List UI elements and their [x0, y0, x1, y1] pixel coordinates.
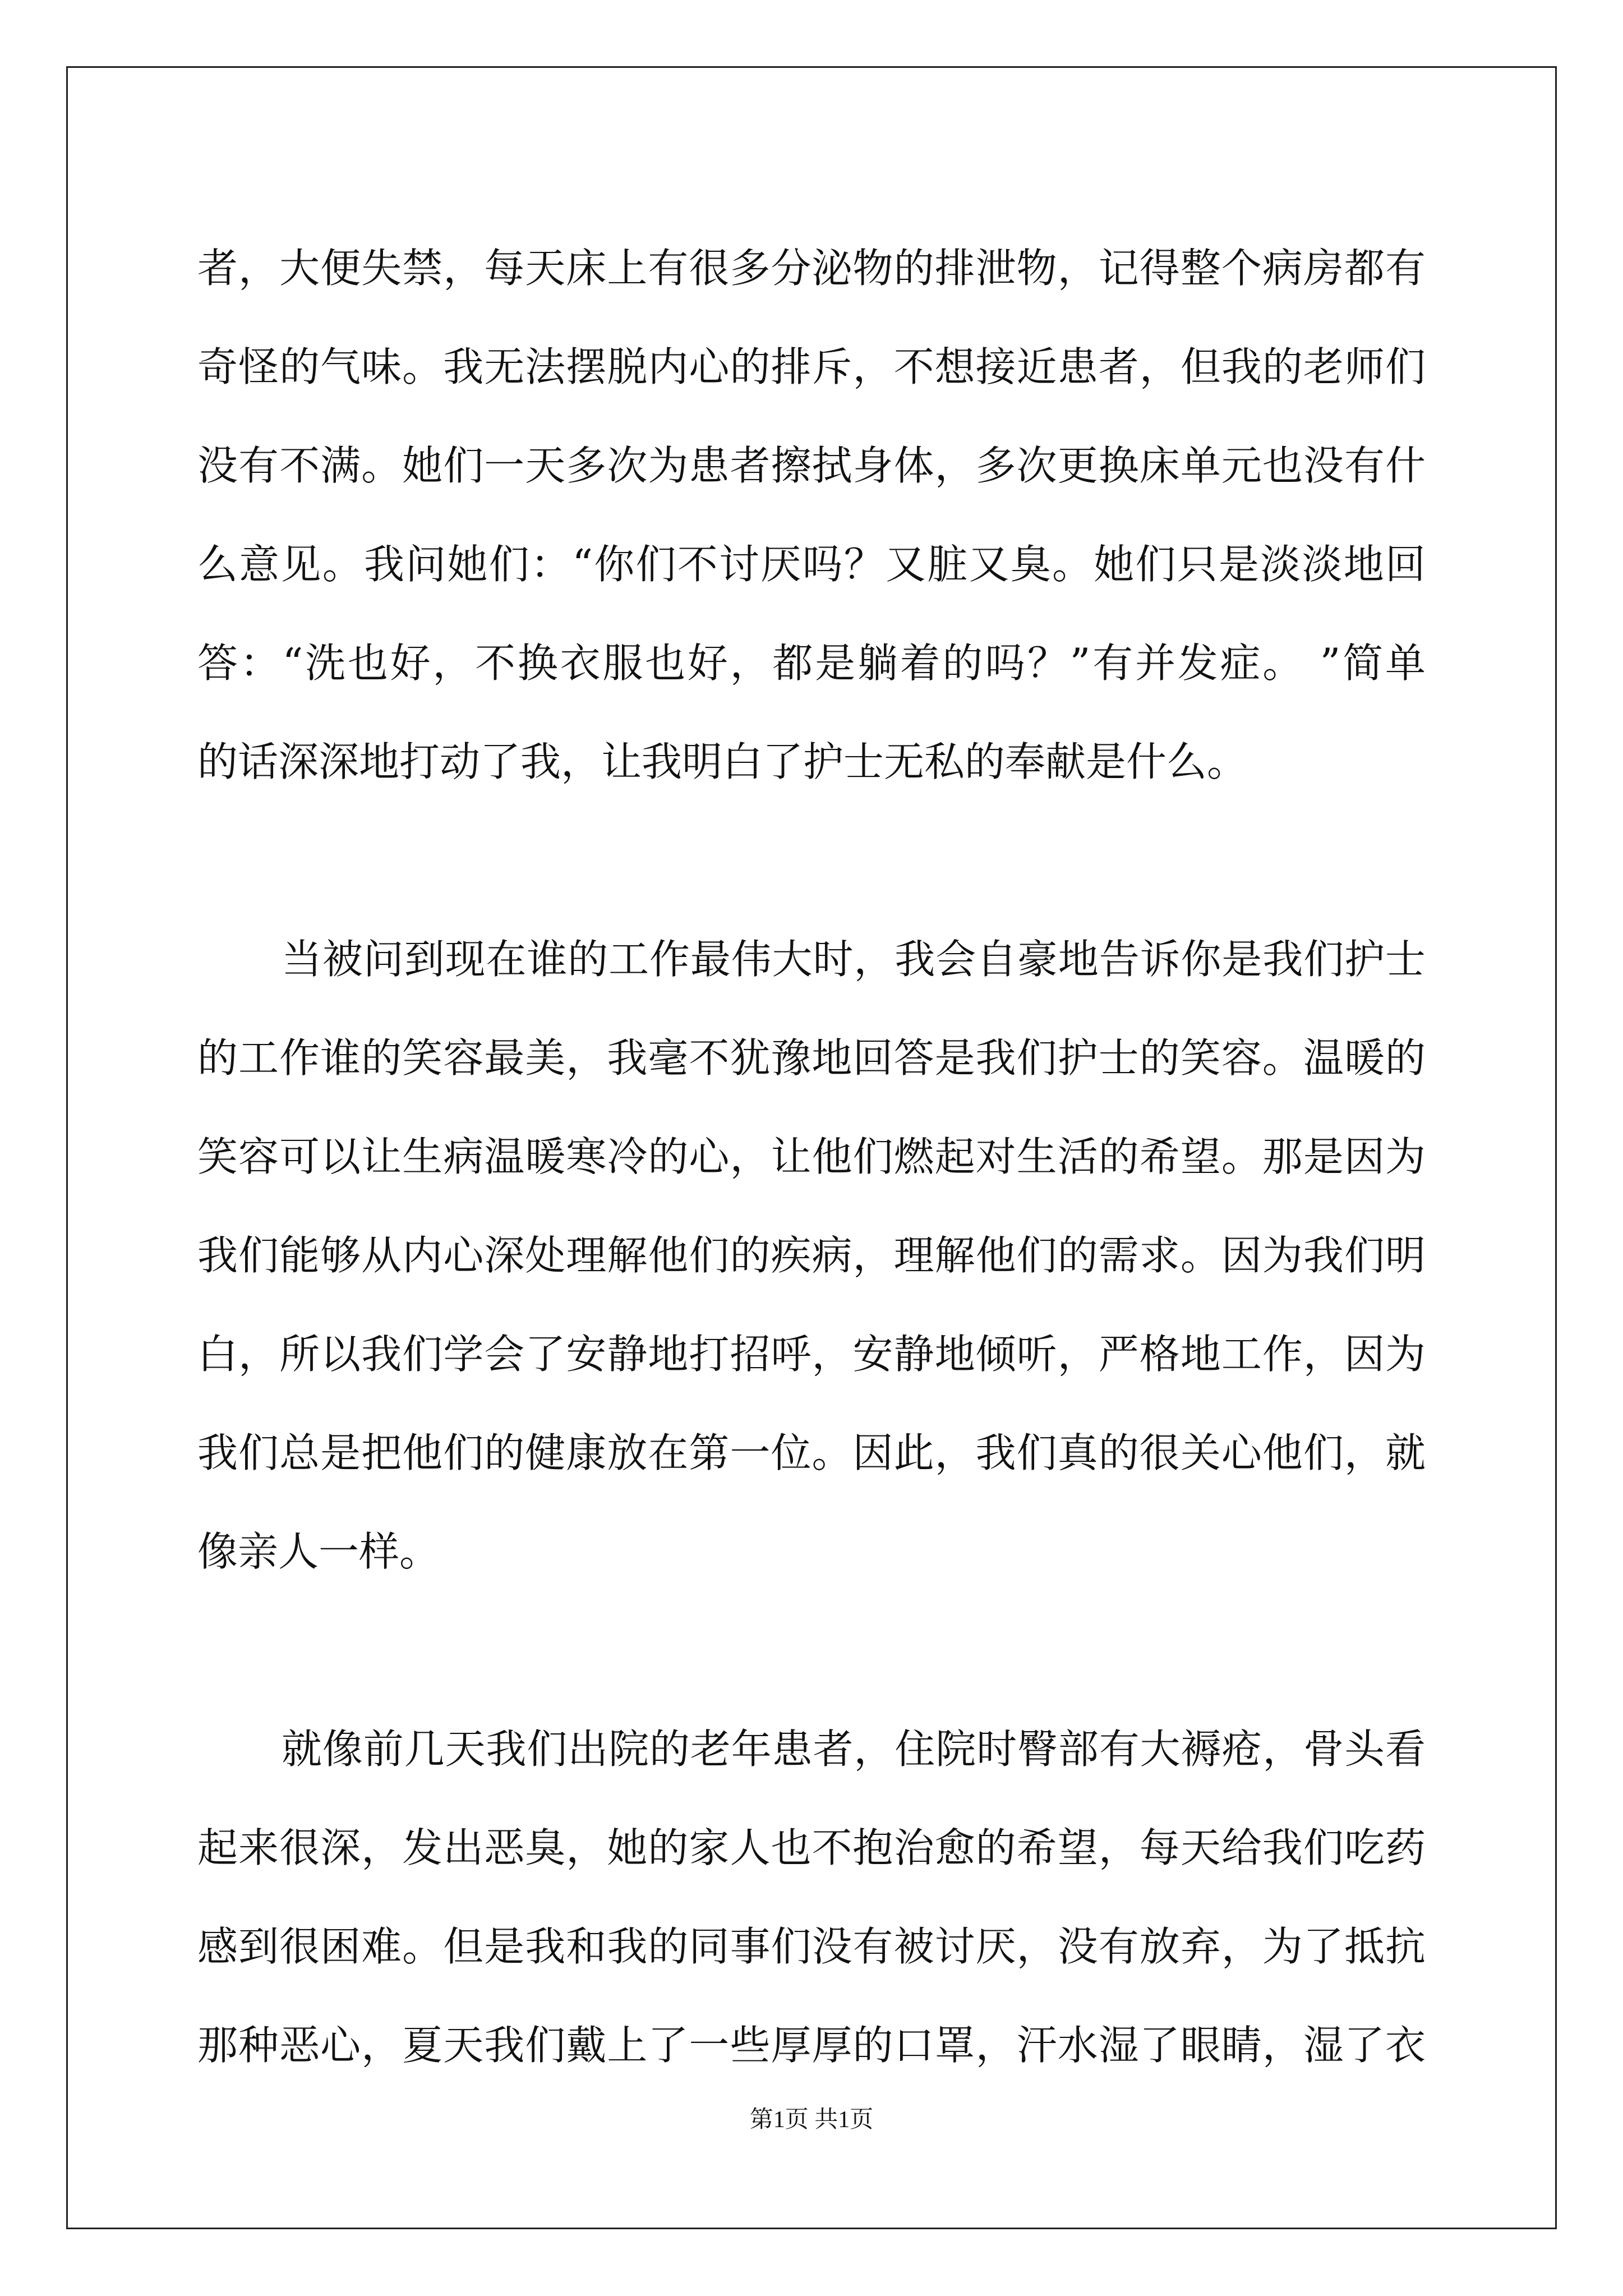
- text-line: 者，大便失禁，每天床上有很多分泌物的排泄物，记得整个病房都有: [197, 245, 1426, 292]
- text-line: 像亲人一样。: [197, 1528, 440, 1575]
- text-line: 就像前几天我们出院的老年患者，住院时臀部有大褥疮，骨头看: [282, 1726, 1426, 1773]
- text-line: 的工作谁的笑容最美，我毫不犹豫地回答是我们护士的笑容。温暖的: [197, 1034, 1426, 1082]
- text-line: 的话深深地打动了我，让我明白了护士无私的奉献是什么。: [197, 738, 1248, 785]
- text-line: 感到很困难。但是我和我的同事们没有被讨厌，没有放弃，为了抵抗: [197, 1923, 1426, 1970]
- text-line: 白，所以我们学会了安静地打招呼，安静地倾听，严格地工作，因为: [197, 1331, 1426, 1378]
- paragraph-gap: [197, 1601, 1426, 1700]
- text-line: 我们总是把他们的健康放在第一位。因此，我们真的很关心他们，就: [197, 1429, 1426, 1476]
- text-line: 当被问到现在谁的工作最伟大时，我会自豪地告诉你是我们护士: [282, 936, 1426, 983]
- text-line: 笑容可以让生病温暖寒冷的心，让他们燃起对生活的希望。那是因为: [197, 1133, 1426, 1180]
- text-line: 答：“洗也好，不换衣服也好，都是躺着的吗？”有并发症。 ”简单: [197, 639, 1426, 687]
- text-line: 起来很深，发出恶臭，她的家人也不抱治愈的希望，每天给我们吃药: [197, 1824, 1426, 1871]
- text-line: 我们能够从内心深处理解他们的疾病，理解他们的需求。因为我们明: [197, 1232, 1426, 1279]
- text-line: 奇怪的气味。我无法摆脱内心的排斥，不想接近患者，但我的老师们: [197, 343, 1426, 390]
- text-line: 那种恶心，夏天我们戴上了一些厚厚的口罩，汗水湿了眼睛，湿了衣: [197, 2022, 1426, 2069]
- document-body: [197, 219, 1426, 2095]
- text-line: 没有不满。她们一天多次为患者擦拭身体，多次更换床单元也没有什: [197, 442, 1426, 489]
- text-line: 么意见。我问她们：“你们不讨厌吗？又脏又臭。她们只是淡淡地回: [197, 541, 1426, 588]
- page-footer: 第1页 共1页: [749, 2107, 874, 2133]
- paragraph-gap: [197, 811, 1426, 910]
